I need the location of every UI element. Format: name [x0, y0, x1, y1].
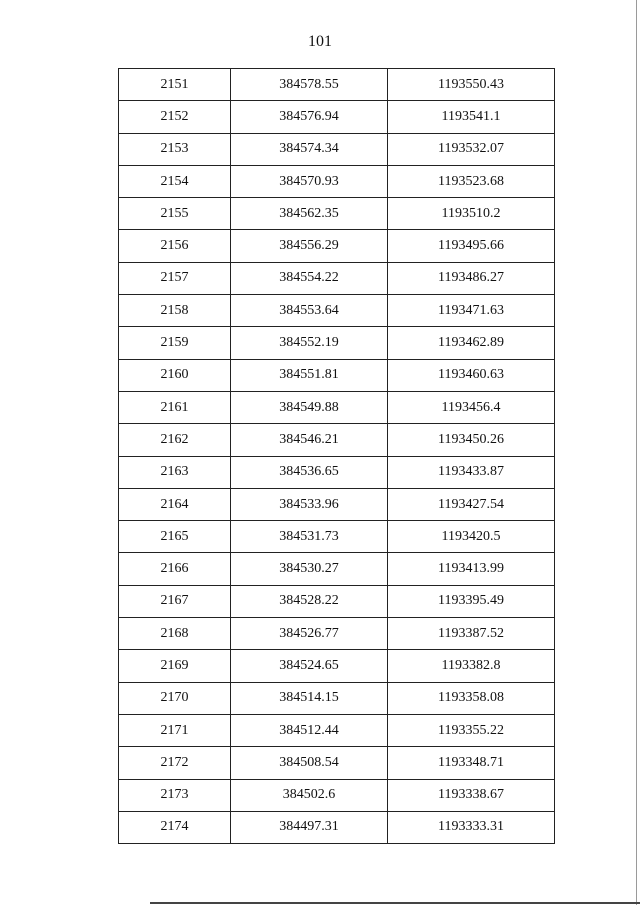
table-row: [119, 488, 555, 520]
y-coordinate-cell: 1193395.49: [388, 585, 555, 617]
y-coordinate-cell: 1193358.08: [388, 682, 555, 714]
y-coordinate-cell: 1193433.87: [388, 456, 555, 488]
point-id-cell: 2164: [119, 488, 231, 520]
point-id-cell: 2168: [119, 618, 231, 650]
x-coordinate-cell: 384524.65: [231, 650, 388, 682]
y-coordinate-cell: 1193523.68: [388, 165, 555, 197]
coordinates-table-body: [119, 69, 555, 844]
y-coordinate-cell: 1193541.1: [388, 101, 555, 133]
table-row: [119, 327, 555, 359]
y-coordinate-cell: 1193355.22: [388, 714, 555, 746]
point-id-cell: 2162: [119, 424, 231, 456]
y-coordinate-cell: 1193382.8: [388, 650, 555, 682]
y-coordinate-cell: 1193550.43: [388, 69, 555, 101]
table-row: [119, 650, 555, 682]
point-id-cell: 2170: [119, 682, 231, 714]
y-coordinate-cell: 1193387.52: [388, 618, 555, 650]
x-coordinate-cell: 384526.77: [231, 618, 388, 650]
x-coordinate-cell: 384497.31: [231, 811, 388, 843]
x-coordinate-cell: 384574.34: [231, 133, 388, 165]
y-coordinate-cell: 1193450.26: [388, 424, 555, 456]
y-coordinate-cell: 1193420.5: [388, 521, 555, 553]
table-row: [119, 165, 555, 197]
y-coordinate-cell: 1193413.99: [388, 553, 555, 585]
x-coordinate-cell: 384531.73: [231, 521, 388, 553]
table-row: [119, 391, 555, 423]
table-row: [119, 618, 555, 650]
y-coordinate-cell: 1193532.07: [388, 133, 555, 165]
scan-edge-bottom: [150, 902, 640, 904]
point-id-cell: 2151: [119, 69, 231, 101]
table-row: [119, 682, 555, 714]
table-row: [119, 359, 555, 391]
table-row: [119, 198, 555, 230]
table-row: [119, 747, 555, 779]
x-coordinate-cell: 384549.88: [231, 391, 388, 423]
point-id-cell: 2161: [119, 391, 231, 423]
x-coordinate-cell: 384546.21: [231, 424, 388, 456]
point-id-cell: 2174: [119, 811, 231, 843]
page-number: 101: [308, 33, 332, 50]
table-row: [119, 811, 555, 843]
x-coordinate-cell: 384562.35: [231, 198, 388, 230]
table-row: [119, 101, 555, 133]
point-id-cell: 2156: [119, 230, 231, 262]
point-id-cell: 2167: [119, 585, 231, 617]
y-coordinate-cell: 1193495.66: [388, 230, 555, 262]
point-id-cell: 2153: [119, 133, 231, 165]
x-coordinate-cell: 384553.64: [231, 295, 388, 327]
y-coordinate-cell: 1193348.71: [388, 747, 555, 779]
table-row: [119, 230, 555, 262]
y-coordinate-cell: 1193486.27: [388, 262, 555, 294]
table-row: [119, 262, 555, 294]
coordinates-table: [118, 68, 555, 844]
y-coordinate-cell: 1193460.63: [388, 359, 555, 391]
table-row: [119, 714, 555, 746]
table-row: [119, 456, 555, 488]
y-coordinate-cell: 1193333.31: [388, 811, 555, 843]
point-id-cell: 2172: [119, 747, 231, 779]
point-id-cell: 2154: [119, 165, 231, 197]
point-id-cell: 2158: [119, 295, 231, 327]
x-coordinate-cell: 384528.22: [231, 585, 388, 617]
point-id-cell: 2155: [119, 198, 231, 230]
x-coordinate-cell: 384512.44: [231, 714, 388, 746]
x-coordinate-cell: 384576.94: [231, 101, 388, 133]
table-row: [119, 779, 555, 811]
point-id-cell: 2163: [119, 456, 231, 488]
table-row: [119, 521, 555, 553]
point-id-cell: 2173: [119, 779, 231, 811]
y-coordinate-cell: 1193462.89: [388, 327, 555, 359]
y-coordinate-cell: 1193510.2: [388, 198, 555, 230]
point-id-cell: 2159: [119, 327, 231, 359]
x-coordinate-cell: 384514.15: [231, 682, 388, 714]
point-id-cell: 2152: [119, 101, 231, 133]
x-coordinate-cell: 384508.54: [231, 747, 388, 779]
point-id-cell: 2169: [119, 650, 231, 682]
table-row: [119, 69, 555, 101]
x-coordinate-cell: 384570.93: [231, 165, 388, 197]
x-coordinate-cell: 384556.29: [231, 230, 388, 262]
point-id-cell: 2166: [119, 553, 231, 585]
point-id-cell: 2157: [119, 262, 231, 294]
x-coordinate-cell: 384536.65: [231, 456, 388, 488]
point-id-cell: 2160: [119, 359, 231, 391]
y-coordinate-cell: 1193427.54: [388, 488, 555, 520]
table-row: [119, 553, 555, 585]
x-coordinate-cell: 384502.6: [231, 779, 388, 811]
y-coordinate-cell: 1193456.4: [388, 391, 555, 423]
table-row: [119, 585, 555, 617]
y-coordinate-cell: 1193471.63: [388, 295, 555, 327]
y-coordinate-cell: 1193338.67: [388, 779, 555, 811]
x-coordinate-cell: 384530.27: [231, 553, 388, 585]
x-coordinate-cell: 384551.81: [231, 359, 388, 391]
point-id-cell: 2165: [119, 521, 231, 553]
x-coordinate-cell: 384554.22: [231, 262, 388, 294]
x-coordinate-cell: 384552.19: [231, 327, 388, 359]
point-id-cell: 2171: [119, 714, 231, 746]
scan-edge-right: [636, 0, 637, 905]
x-coordinate-cell: 384578.55: [231, 69, 388, 101]
table-row: [119, 424, 555, 456]
table-row: [119, 295, 555, 327]
table-row: [119, 133, 555, 165]
x-coordinate-cell: 384533.96: [231, 488, 388, 520]
